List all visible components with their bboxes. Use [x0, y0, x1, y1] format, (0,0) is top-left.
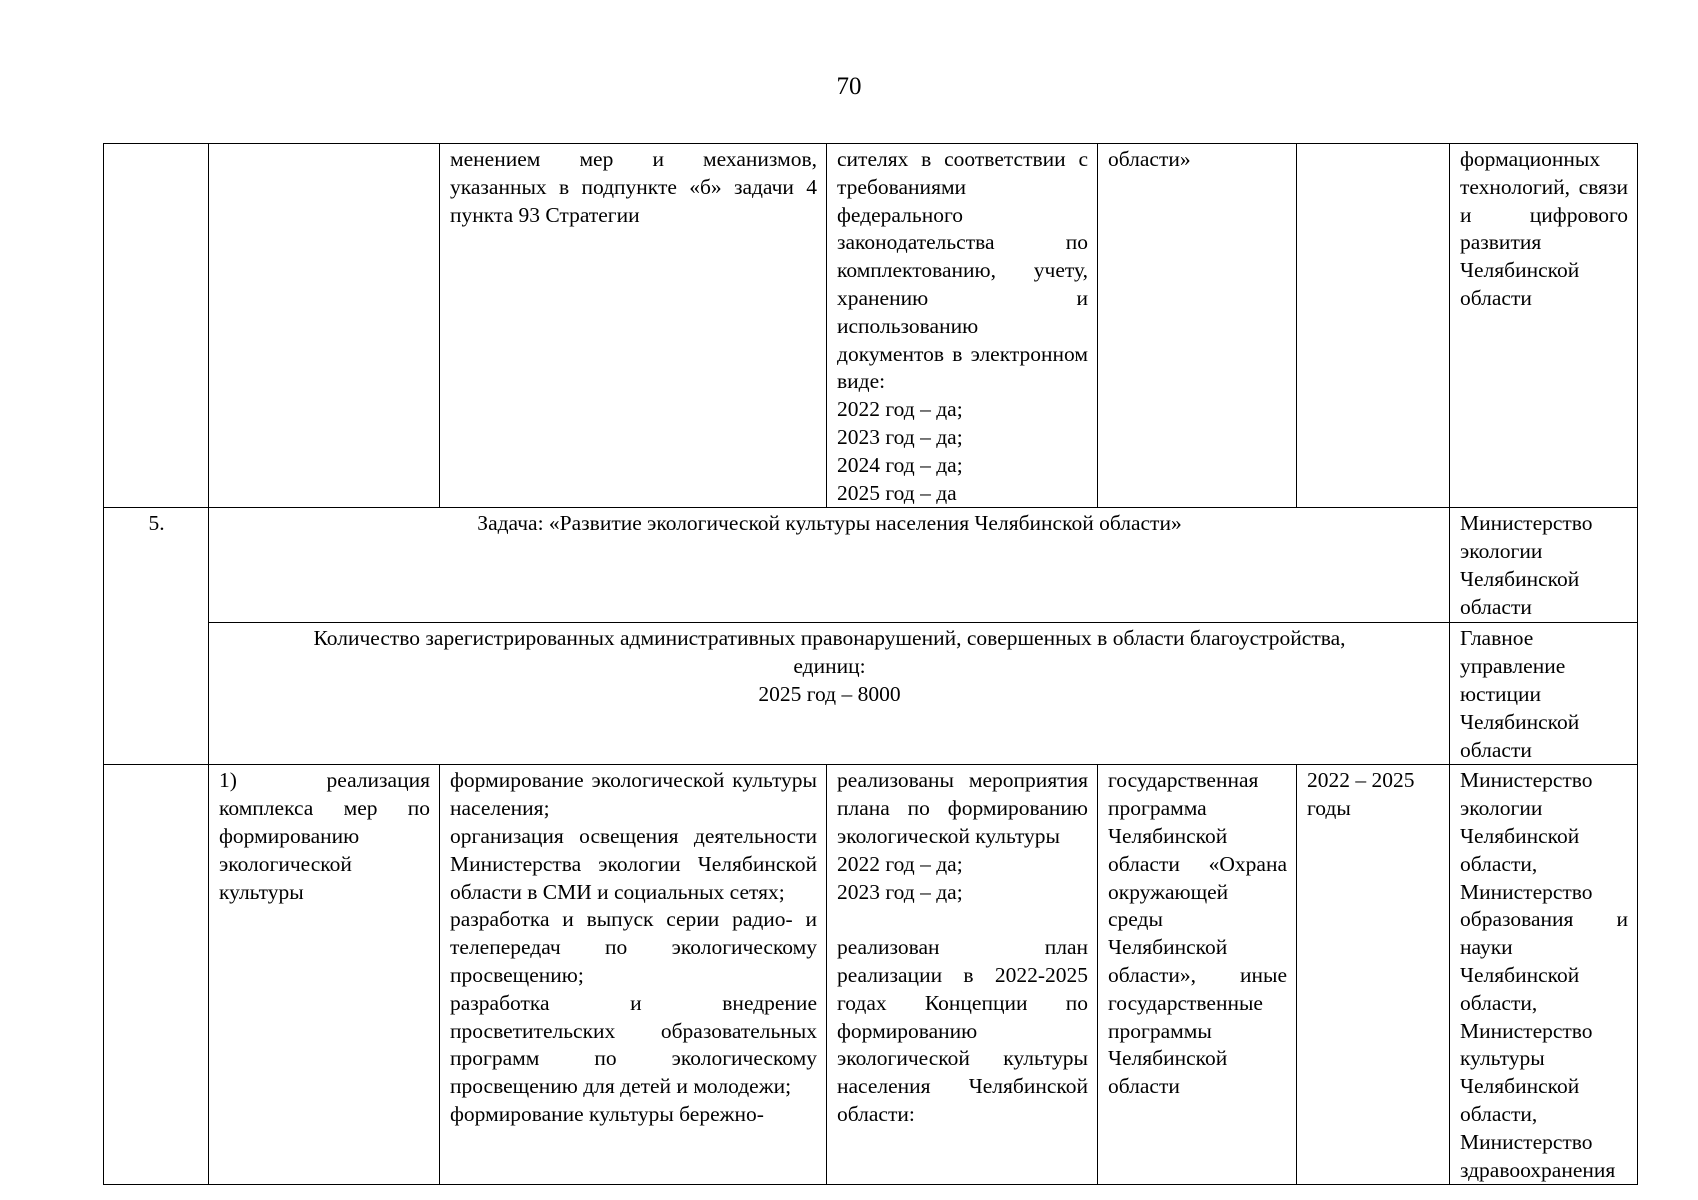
indicator-value: 2025 год – 8000 — [758, 681, 901, 706]
cell-result — [827, 144, 1098, 508]
cell-program: государственная программа Челябинской области «Охрана окружающей среды Челябинской области», иные государственные программы Челябинской области — [1098, 765, 1297, 1185]
table-row-indicator — [104, 623, 1638, 765]
indicator-line: Количество зарегистрированных административных правонарушений, совершенных в области благоустройства, — [313, 626, 1346, 651]
cell-number — [104, 144, 209, 508]
result-year: 2025 год – да — [837, 480, 957, 505]
indicator-line: единиц: — [793, 654, 866, 679]
result-text: реализован план реализации в 2022-2025 годах Концепции по формированию экологической культуры населения Челябинской области: — [837, 935, 1088, 1126]
cell-indicator-responsible: Главное управление юстиции Челябинской области — [1450, 623, 1638, 765]
result-year: 2024 год – да; — [837, 452, 963, 477]
cell-program: области» — [1098, 144, 1297, 508]
program-table — [103, 143, 1638, 1185]
content-item: организация освещения деятельности Министерства экологии Челябинской области в СМИ и социальных сетях; — [450, 823, 817, 904]
content-item: разработка и выпуск серии радио- и телепередач по экологическому просвещению; — [450, 907, 817, 987]
result-year: 2023 год – да; — [837, 879, 963, 904]
content-item: разработка и внедрение просветительских образовательных программ по экологическому просвещению для детей и молодежи; — [450, 990, 817, 1099]
cell-period: 2022 – 2025 годы — [1297, 765, 1450, 1185]
cell-period — [1297, 144, 1450, 508]
result-year: 2022 год – да; — [837, 397, 963, 422]
table-row-continuation — [104, 144, 1638, 508]
cell-measure-name — [209, 144, 440, 508]
result-year: 2022 год – да; — [837, 851, 963, 876]
cell-content: менением мер и механизмов, указанных в подпункте «б» задачи 4 пункта 93 Стратегии — [440, 144, 827, 508]
cell-responsible: Министерство экологии Челябинской области, Министерство образования и науки Челябинской области, Министерство культуры Челябинской области, Министерство здравоохранения — [1450, 765, 1638, 1185]
result-spacer — [837, 906, 1088, 934]
cell-responsible: формационных технологий, связи и цифрового развития Челябинской области — [1450, 144, 1638, 508]
content-item: формирование культуры бережно- — [450, 1101, 764, 1126]
cell-task-number: 5. — [104, 508, 209, 765]
cell-result — [827, 765, 1098, 1185]
content-item: формирование экологической культуры населения; — [450, 768, 817, 821]
cell-number — [104, 765, 209, 1185]
table-row-task — [104, 508, 1638, 623]
cell-content — [440, 765, 827, 1185]
page-number: 70 — [836, 73, 862, 100]
cell-task-title: Задача: «Развитие экологической культуры населения Челябинской области» — [209, 508, 1450, 623]
result-text: реализованы мероприятия плана по формированию экологической культуры — [837, 768, 1088, 848]
table-row-measure — [104, 765, 1638, 1185]
cell-indicator — [209, 623, 1450, 765]
cell-measure-name: 1) реализация комплекса мер по формированию экологической культуры — [209, 765, 440, 1185]
result-year: 2023 год – да; — [837, 424, 963, 449]
cell-task-responsible: Министерство экологии Челябинской области — [1450, 508, 1638, 623]
result-text: сителях в соответствии с требованиями федерального законодательства по комплектованию, учету, хранению и использованию документов в электронном виде: — [837, 147, 1088, 394]
